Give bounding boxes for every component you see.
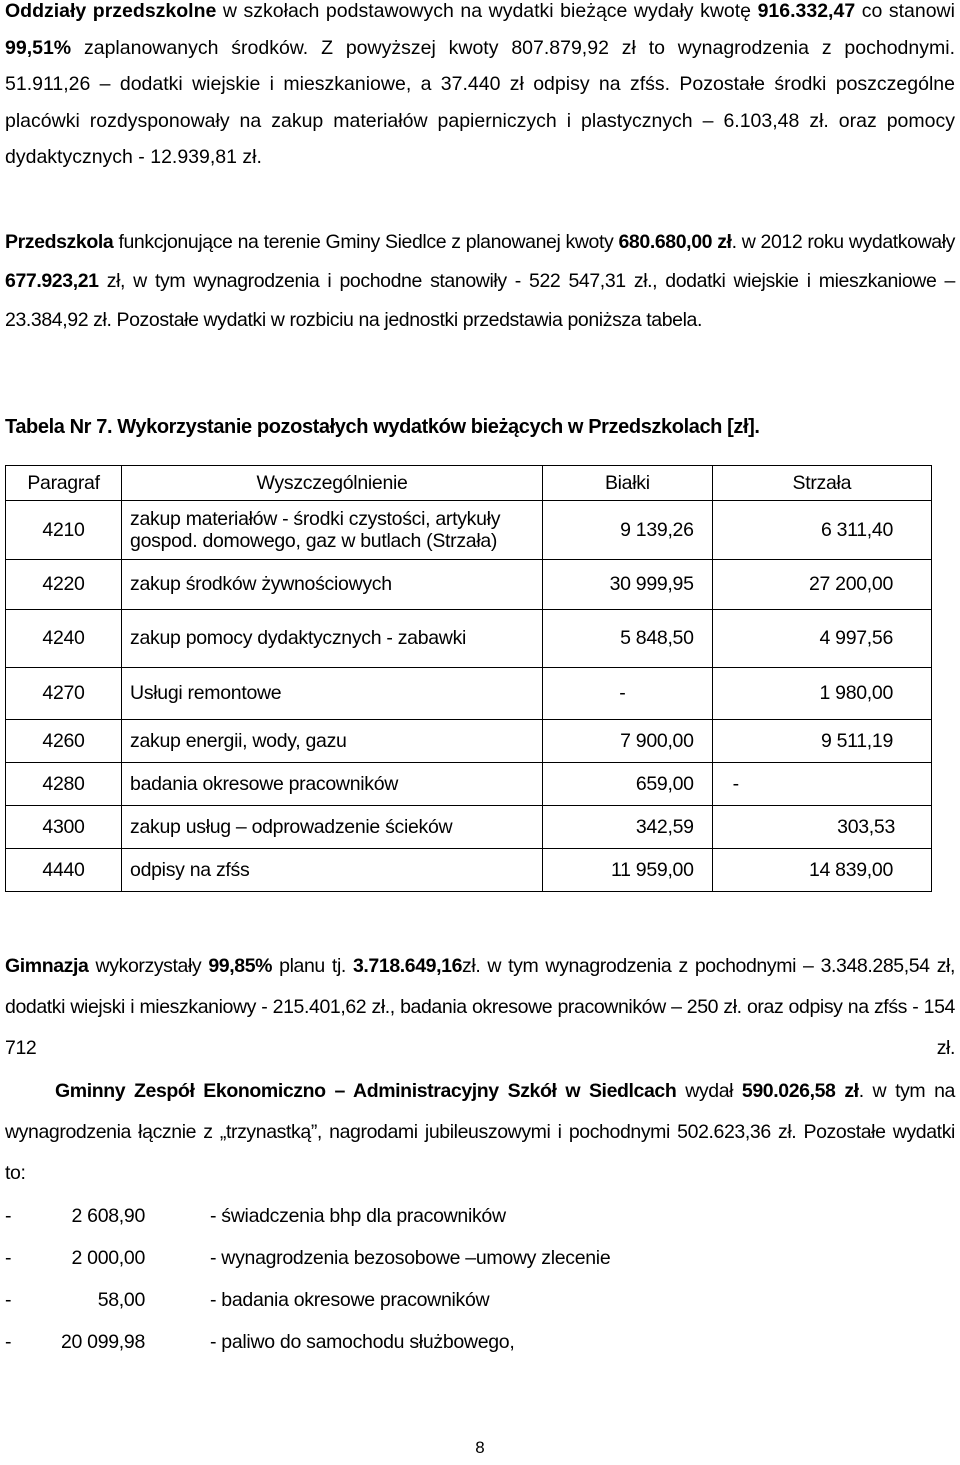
- amount: 3.718.649,16: [352, 955, 463, 977]
- table-row: [6, 610, 932, 668]
- list-amount: 2 000,00: [71, 1247, 145, 1269]
- cell-paragraf: 4210: [6, 501, 122, 560]
- table-row: [6, 501, 932, 560]
- header-wyszczegolnienie: Wyszczególnienie: [122, 466, 543, 501]
- table-row: [6, 720, 932, 763]
- list-text: - badania okresowe pracowników: [210, 1289, 490, 1311]
- table-row: [6, 806, 932, 849]
- paragraph-oddzialy-przedszkolne: [5, 0, 955, 176]
- cell-opis: badania okresowe pracowników: [122, 763, 543, 806]
- cell-strzala: 9 511,19: [712, 720, 931, 763]
- cell-opis: zakup materiałów - środki czystości, artykuły gospod. domowego, gaz w butlach (Strzała): [122, 501, 543, 560]
- table-row: [6, 763, 932, 806]
- list-amount: 20 099,98: [60, 1331, 145, 1353]
- table-row: [6, 849, 932, 892]
- cell-opis: odpisy na zfśs: [122, 849, 543, 892]
- cell-paragraf: 4280: [6, 763, 122, 806]
- cell-paragraf: 4260: [6, 720, 122, 763]
- text: zaplanowanych środków. Z powyższej kwoty 807.879,92 zł to wynagrodzenia z pochodnymi. 51.911,26 – dodatki wiejskie i mieszkaniowe, a 37.440 zł odpisy na zfśs. Pozostałe środki poszczególne placówki rozdysponowały na zakup materiałów papierniczych i plastycznych – 6.103,48 zł. oraz pomocy dydaktycznych - 12.939,81 zł.: [5, 36, 955, 168]
- text: . w 2012 roku wydatkowały: [731, 231, 956, 253]
- term-oddzialy: Oddziały przedszkolne: [5, 0, 217, 22]
- list-amount: 2 608,90: [71, 1205, 145, 1227]
- text: wykorzystały: [88, 955, 209, 977]
- percent: 99,51%: [5, 36, 72, 59]
- amount: 590.026,58 zł: [741, 1080, 859, 1102]
- cell-bialki: 7 900,00: [543, 720, 713, 763]
- list-amount: 58,00: [97, 1289, 145, 1311]
- header-paragraf: Paragraf: [6, 466, 122, 501]
- text: planu tj.: [272, 955, 353, 977]
- list-text: - paliwo do samochodu służbowego,: [210, 1331, 515, 1353]
- term-gzeas: Gminny Zespół Ekonomiczno – Administracyjny Szkół w Siedlcach: [55, 1080, 677, 1102]
- expenses-table: [5, 465, 932, 892]
- cell-paragraf: 4240: [6, 610, 122, 668]
- cell-strzala: 27 200,00: [712, 560, 931, 610]
- amount: 916.332,47: [757, 0, 856, 22]
- text: wydał: [676, 1080, 742, 1102]
- cell-paragraf: 4220: [6, 560, 122, 610]
- text: funkcjonujące na terenie Gminy Siedlce z planowanej kwoty: [113, 231, 619, 253]
- paragraph-przedszkola: [5, 223, 955, 340]
- table-caption: Tabela Nr 7. Wykorzystanie pozostałych wydatków bieżących w Przedszkolach [zł].: [5, 416, 760, 438]
- paragraph-gzeas: [5, 1071, 955, 1194]
- cell-bialki: 342,59: [543, 806, 713, 849]
- term-gimnazja: Gimnazja: [5, 955, 89, 977]
- list-dash: -: [5, 1205, 12, 1227]
- list-text: - świadczenia bhp dla pracowników: [210, 1205, 506, 1227]
- header-strzala: Strzała: [712, 466, 931, 501]
- cell-paragraf: 4300: [6, 806, 122, 849]
- amount: 680.680,00 zł: [618, 231, 732, 253]
- amount: 677.923,21: [5, 270, 99, 292]
- cell-strzala: 1 980,00: [712, 668, 931, 720]
- cell-bialki: 11 959,00: [543, 849, 713, 892]
- cell-strzala: 4 997,56: [712, 610, 931, 668]
- header-bialki: Białki: [543, 466, 713, 501]
- percent: 99,85%: [208, 955, 273, 977]
- term-przedszkola: Przedszkola: [5, 231, 114, 253]
- cell-strzala: 303,53: [712, 806, 931, 849]
- cell-opis: zakup pomocy dydaktycznych - zabawki: [122, 610, 543, 668]
- cell-bialki: 30 999,95: [543, 560, 713, 610]
- cell-strzala: -: [712, 763, 931, 806]
- cell-opis: zakup usług – odprowadzenie ścieków: [122, 806, 543, 849]
- cell-opis: zakup środków żywnościowych: [122, 560, 543, 610]
- list-dash: -: [5, 1247, 12, 1269]
- list-text: - wynagrodzenia bezosobowe –umowy zlecenie: [210, 1247, 611, 1269]
- paragraph-gimnazja: [5, 946, 955, 1069]
- text: . w tym na wynagrodzenia łącznie z „trzynastką”, nagrodami jubileuszowymi i pochodnymi 502.623,36 zł. Pozostałe wydatki to:: [5, 1080, 955, 1184]
- list-dash: -: [5, 1289, 12, 1311]
- cell-strzala: 14 839,00: [712, 849, 931, 892]
- table-row: [6, 668, 932, 720]
- cell-bialki: -: [543, 668, 713, 720]
- table-row: [6, 560, 932, 610]
- cell-bialki: 659,00: [543, 763, 713, 806]
- text: zł, w tym wynagrodzenia i pochodne stanowiły - 522 547,31 zł., dodatki wiejskie i mieszkaniowe – 23.384,92 zł. Pozostałe wydatki w rozbiciu na jednostki przedstawia poniższa tabela.: [5, 270, 955, 331]
- text: co stanowi: [855, 0, 955, 22]
- cell-paragraf: 4440: [6, 849, 122, 892]
- cell-bialki: 9 139,26: [543, 501, 713, 560]
- cell-opis: zakup energii, wody, gazu: [122, 720, 543, 763]
- list-dash: -: [5, 1331, 12, 1353]
- cell-strzala: 6 311,40: [712, 501, 931, 560]
- cell-opis: Usługi remontowe: [122, 668, 543, 720]
- page-number: 8: [475, 1438, 485, 1457]
- text: w szkołach podstawowych na wydatki bieżące wydały kwotę: [216, 0, 758, 22]
- text: zł. w tym wynagrodzenia z pochodnymi – 3.348.285,54 zł, dodatki wiejski i mieszkaniowy - 215.401,62 zł., badania okresowe pracowników – 250 zł. oraz odpisy na zfśs - 154 712 zł.: [5, 955, 955, 1059]
- cell-bialki: 5 848,50: [543, 610, 713, 668]
- cell-paragraf: 4270: [6, 668, 122, 720]
- table-header-row: [6, 466, 932, 501]
